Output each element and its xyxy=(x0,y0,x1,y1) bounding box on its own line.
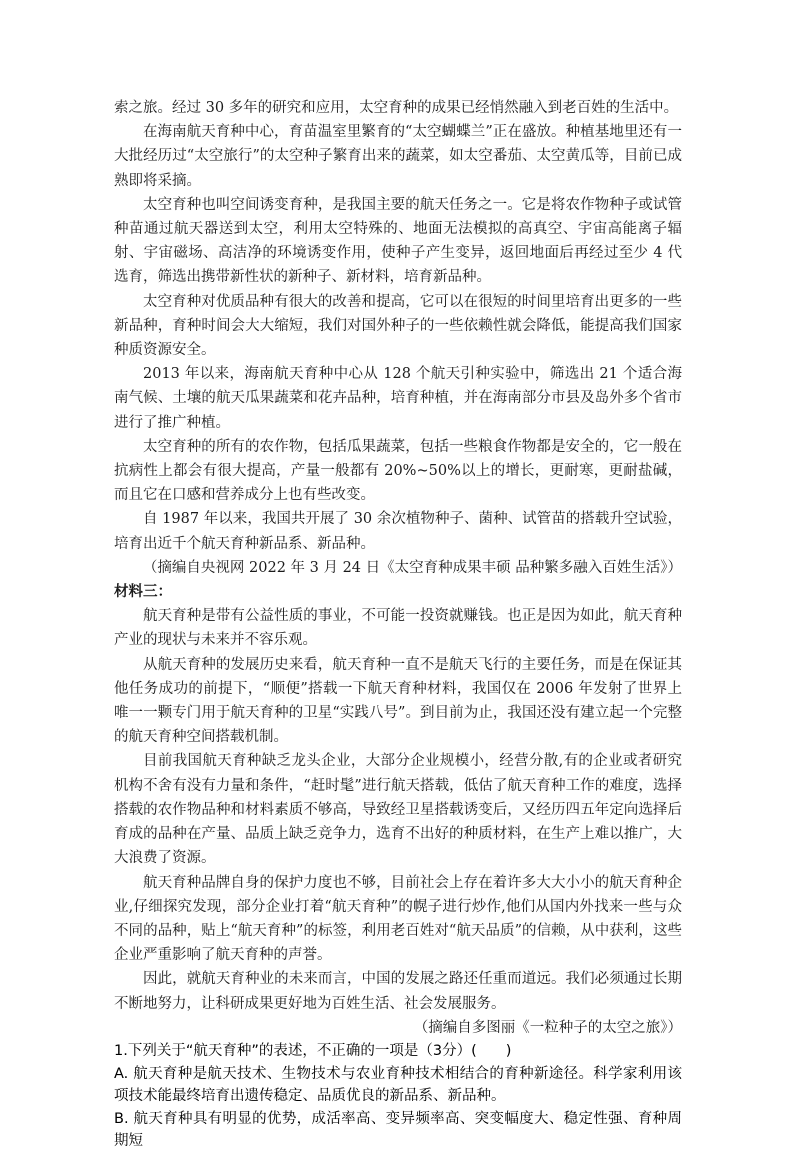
material2-paragraph-5: 太空育种的所有的农作物，包括瓜果蔬菜，包括一些粮食作物都是安全的，它一般在抗病性上都会有很大提高，产量一般都有 20%~50%以上的增长，更耐寒，更耐盐碱，而且它在口感和营养成分上也有些改变。 xyxy=(114,438,682,504)
question-block xyxy=(114,1040,682,1153)
material3-source: （摘编自多图丽《一粒种子的太空之旅》） xyxy=(413,1019,682,1036)
material3-paragraph-5: 因此，就航天育种业的未来而言，中国的发展之路还任重而道远。我们必须通过长期不断地努力，让科研成果更好地为百姓生活、社会发展服务。 xyxy=(114,971,682,1012)
question-stem: 1.下列关于“航天育种”的表述，不正确的一项是（3分）( ) xyxy=(114,1042,512,1059)
material3-paragraph-2: 从航天育种的发展历史来看，航天育种一直不是航天飞行的主要任务，而是在保证其他任务成功的前提下，“顺便”搭载一下航天育种材料，我国仅在 2006 年发射了世界上唯一一颗专门用于航天育种的卫星“实践八号”。到目前为止，我国还没有建立起一个完整的航天育种空间搭载机制。 xyxy=(114,656,682,746)
material3-paragraph-4: 航天育种品牌自身的保护力度也不够，目前社会上存在着许多大大小小的航天育种企业,仔细探究发现，部分企业打着“航天育种”的幌子进行炒作,他们从国内外找来一些与众不同的品种，贴上“航天育种”的标签，利用老百姓对“航天品质”的信赖，从中获利，这些企业严重影响了航天育种的声誉。 xyxy=(114,874,682,964)
exam-page xyxy=(114,96,682,1153)
material2-paragraph-6: 自 1987 年以来，我国共开展了 30 余次植物种子、菌种、试管苗的搭载升空试验，培育出近千个航天育种新品系、新品种。 xyxy=(114,511,682,552)
material2-paragraph-1: 在海南航天育种中心，育苗温室里繁育的“太空蝴蝶兰”正在盛放。种植基地里还有一大批经历过“太空旅行”的太空种子繁育出来的蔬菜，如太空番茄、太空黄瓜等，目前已成熟即将采摘。 xyxy=(114,124,682,189)
material2-paragraph-3: 太空育种对优质品种有很大的改善和提高，它可以在很短的时间里培育出更多的一些新品种，育种时间会大大缩短，我们对国外种子的一些依赖性就会降低，能提高我们国家种质资源安全。 xyxy=(114,293,682,359)
material3-paragraph-3: 目前我国航天育种缺乏龙头企业，大部分企业规模小，经营分散,有的企业或者研究机构不舍有没有力量和条件，“赶时髦”进行航天搭载，低估了航天育种工作的难度，选择搭载的农作物品种和材料素质不够高，导致经卫星搭载诱变后，又经历四五年定向选择后育成的品种在产量、品质上缺乏竞争力，选育不出好的种质材料，在生产上难以推广，大大浪费了资源。 xyxy=(114,753,682,867)
material2-paragraph-2: 太空育种也叫空间诱变育种，是我国主要的航天任务之一。它是将农作物种子或试管种苗通过航天器送到太空，利用太空特殊的、地面无法模拟的高真空、宇宙高能离子辐射、宇宙磁场、高洁净的环境诱变作用，使种子产生变异，返回地面后再经过至少 4 代选育，筛选出携带新性状的新种子、新材料，培育新品种。 xyxy=(114,196,682,286)
option-a: A. 航天育种是航天技术、生物技术与农业育种技术相结合的育种新途径。科学家利用该项技术能最终培育出遗传稳定、品质优良的新品系、新品种。 xyxy=(114,1065,682,1105)
material2-paragraph-4: 2013 年以来，海南航天育种中心从 128 个航天引种实验中，筛选出 21 个适合海南气候、土壤的航天瓜果蔬菜和花卉品种，培育种植，并在海南部分市县及岛外多个省市进行了推广种植。 xyxy=(114,366,682,431)
material3-heading: 材料三： xyxy=(114,583,172,601)
material2-paragraph-0: 索之旅。经过 30 多年的研究和应用，太空育种的成果已经悄然融入到老百姓的生活中。 xyxy=(114,100,679,116)
option-b: B. 航天育种具有明显的优势，成活率高、变异频率高、突变幅度大、稳定性强、育种周期短 xyxy=(114,1110,682,1150)
material3-paragraph-1: 航天育种是带有公益性质的事业，不可能一投资就赚钱。也正是因为如此，航天育种产业的现状与未来并不容乐观。 xyxy=(114,608,682,649)
material2-source: （摘编自央视网 2022 年 3 月 24 日《太空育种成果丰硕 品种繁多融入百姓生活》） xyxy=(142,559,682,576)
